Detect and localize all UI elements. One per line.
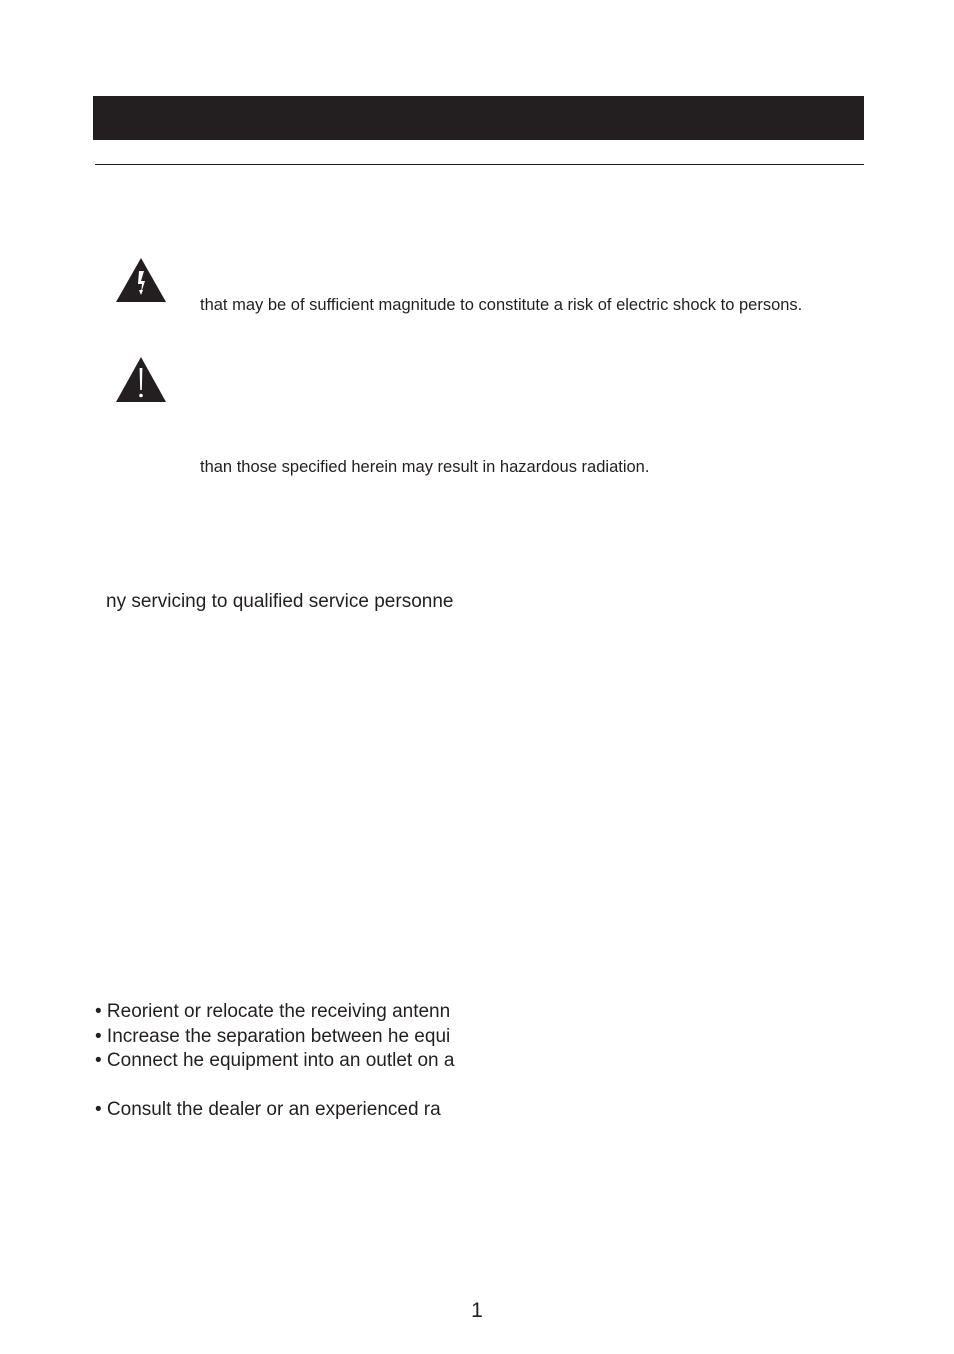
exclamation-warning-icon	[115, 356, 167, 403]
lightning-warning-icon	[115, 257, 167, 303]
list-item: • Reorient or relocate the receiving antenn	[95, 1001, 451, 1022]
list-item: • Increase the separation between he equi	[95, 1026, 451, 1047]
page-number: 1	[471, 1299, 483, 1322]
electric-shock-warning-text: that may be of sufficient magnitude to constitute a risk of electric shock to persons.	[200, 296, 803, 314]
service-note: ny servicing to qualified service personne	[106, 591, 454, 612]
header-divider	[95, 164, 864, 165]
radiation-warning-text: than those specified herein may result in hazardous radiation.	[200, 458, 650, 476]
section-header-bar	[93, 96, 864, 140]
list-item: • Connect he equipment into an outlet on a	[95, 1050, 455, 1071]
list-item: • Consult the dealer or an experienced ra	[95, 1099, 441, 1120]
